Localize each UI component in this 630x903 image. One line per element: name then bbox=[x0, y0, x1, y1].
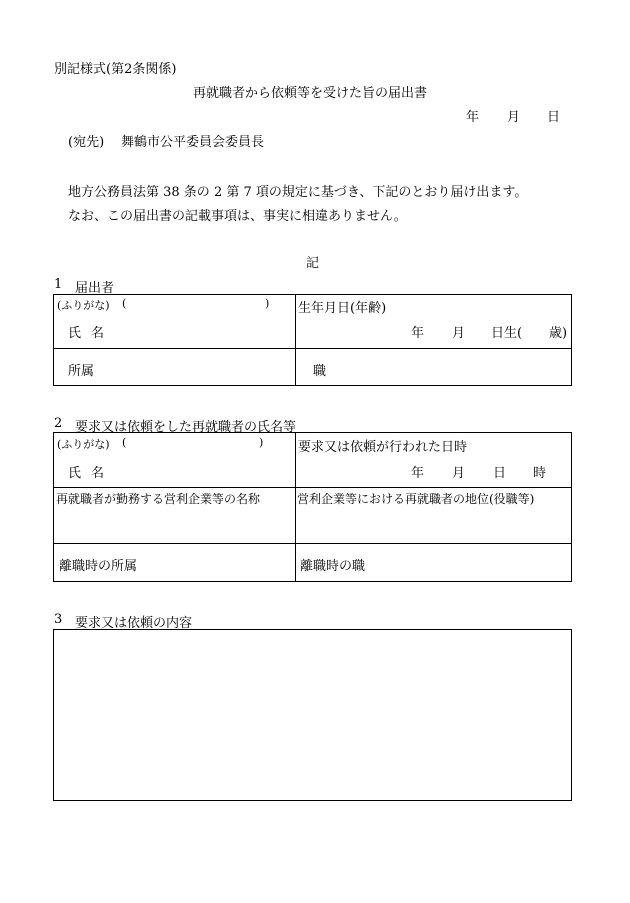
body-line-2: なお、この届出書の記載事項は、事実に相違ありません。 bbox=[68, 209, 407, 224]
section1-name-label-1: 氏 bbox=[68, 326, 82, 341]
section2-row-divider-1 bbox=[53, 487, 572, 488]
addressee-prefix: (宛先) bbox=[68, 135, 105, 150]
section2-column-divider bbox=[295, 432, 296, 582]
section1-birth-day: 日生( bbox=[491, 326, 523, 341]
document-title: 再就職者から依頼等を受けた旨の届出書 bbox=[193, 86, 428, 101]
ki-mark: 記 bbox=[306, 256, 320, 271]
section3-heading: 要求又は依頼の内容 bbox=[75, 616, 193, 631]
section2-row-divider-2 bbox=[53, 543, 572, 544]
section1-birth-label: 生年月日(年齢) bbox=[298, 301, 387, 316]
addressee-name: 舞鶴市公平委員会委員長 bbox=[121, 135, 265, 150]
section1-birth-month: 月 bbox=[452, 326, 466, 341]
section3-number: 3 bbox=[54, 612, 63, 627]
section2-heading: 要求又は依頼をした再就職者の氏名等 bbox=[75, 420, 297, 435]
date-year-label: 年 bbox=[466, 110, 480, 125]
date-day-label: 日 bbox=[547, 110, 561, 125]
section2-company-position-label: 営利企業等における再就職者の地位(役職等) bbox=[297, 492, 535, 506]
section2-datetime-label: 要求又は依頼が行われた日時 bbox=[298, 440, 468, 455]
section2-furigana-paren-open: ( bbox=[122, 436, 127, 449]
section1-furigana-label: (ふりがな) bbox=[57, 299, 110, 312]
section1-birth-age: 歳) bbox=[549, 326, 568, 341]
section3-content-box bbox=[53, 629, 572, 801]
body-line-1: 地方公務員法第 38 条の 2 第 7 項の規定に基づき、下記のとおり届け出ます。 bbox=[68, 185, 528, 200]
section2-number: 2 bbox=[54, 416, 63, 431]
section2-name-label-1: 氏 bbox=[68, 466, 82, 481]
section1-affiliation-label: 所属 bbox=[68, 364, 95, 379]
date-month-label: 月 bbox=[507, 110, 521, 125]
section2-dt-day: 日 bbox=[493, 466, 507, 481]
section2-furigana-paren-close: ) bbox=[259, 436, 264, 449]
section1-heading: 届出者 bbox=[75, 281, 115, 296]
section2-company-label: 再就職者が勤務する営利企業等の名称 bbox=[56, 492, 261, 506]
section2-furigana-label: (ふりがな) bbox=[57, 438, 110, 451]
section1-row-divider bbox=[53, 348, 572, 349]
section1-position-label: 職 bbox=[313, 364, 327, 379]
section1-number: 1 bbox=[54, 277, 63, 292]
section1-furigana-paren-close: ) bbox=[265, 297, 270, 310]
section1-birth-year: 年 bbox=[411, 326, 425, 341]
section1-furigana-paren-open: ( bbox=[122, 297, 127, 310]
section2-leave-position-label: 離職時の職 bbox=[300, 559, 366, 574]
section1-column-divider bbox=[295, 294, 296, 386]
section1-name-label-2: 名 bbox=[91, 326, 105, 341]
section2-dt-hour: 時 bbox=[533, 466, 547, 481]
form-label: 別記様式(第2条関係) bbox=[54, 62, 177, 77]
section2-name-label-2: 名 bbox=[91, 466, 105, 481]
section2-leave-affiliation-label: 離職時の所属 bbox=[59, 559, 138, 574]
section2-dt-year: 年 bbox=[411, 466, 425, 481]
section2-dt-month: 月 bbox=[452, 466, 466, 481]
